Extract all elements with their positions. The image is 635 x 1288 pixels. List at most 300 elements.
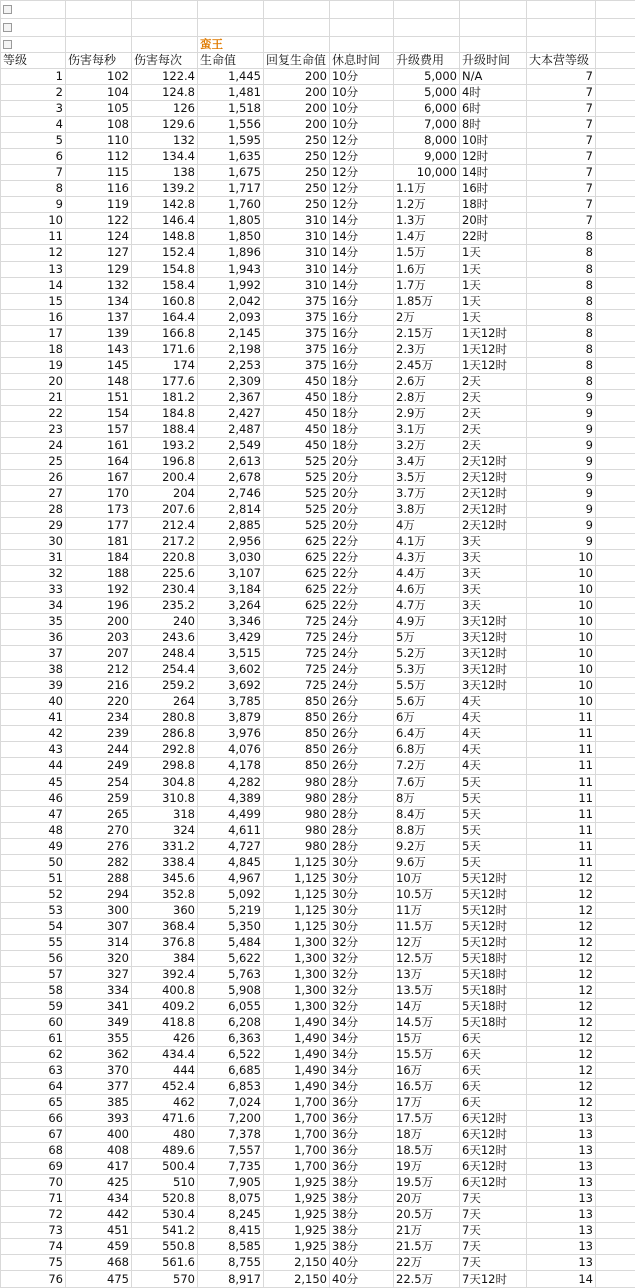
regen-cell[interactable]: 1,925 xyxy=(264,1191,330,1207)
hitpoints-cell[interactable]: 5,350 xyxy=(198,918,264,934)
damage-per-hit-cell[interactable]: 500.4 xyxy=(132,1159,198,1175)
level-cell[interactable]: 64 xyxy=(1,1079,66,1095)
dps-cell[interactable]: 212 xyxy=(66,662,132,678)
upgrade-time-cell[interactable]: 2天12时 xyxy=(460,453,527,469)
dps-cell[interactable]: 341 xyxy=(66,998,132,1014)
damage-per-hit-cell[interactable]: 452.4 xyxy=(132,1079,198,1095)
damage-per-hit-cell[interactable]: 164.4 xyxy=(132,309,198,325)
rest-time-cell[interactable]: 32分 xyxy=(330,934,394,950)
townhall-level-cell[interactable]: 8 xyxy=(527,229,596,245)
townhall-level-cell[interactable]: 10 xyxy=(527,582,596,598)
hitpoints-cell[interactable]: 2,746 xyxy=(198,485,264,501)
damage-per-hit-cell[interactable]: 212.4 xyxy=(132,518,198,534)
damage-per-hit-cell[interactable]: 235.2 xyxy=(132,598,198,614)
dps-cell[interactable]: 276 xyxy=(66,838,132,854)
upgrade-cost-cell[interactable]: 2.8万 xyxy=(394,389,460,405)
hitpoints-cell[interactable]: 4,727 xyxy=(198,838,264,854)
rest-time-cell[interactable]: 18分 xyxy=(330,437,394,453)
upgrade-cost-cell[interactable]: 9,000 xyxy=(394,149,460,165)
rest-time-cell[interactable]: 20分 xyxy=(330,518,394,534)
level-cell[interactable]: 8 xyxy=(1,181,66,197)
hitpoints-cell[interactable]: 4,499 xyxy=(198,806,264,822)
dps-cell[interactable]: 408 xyxy=(66,1143,132,1159)
upgrade-cost-cell[interactable]: 1.2万 xyxy=(394,197,460,213)
damage-per-hit-cell[interactable]: 134.4 xyxy=(132,149,198,165)
upgrade-cost-cell[interactable]: 5,000 xyxy=(394,85,460,101)
regen-cell[interactable]: 725 xyxy=(264,662,330,678)
rest-time-cell[interactable]: 38分 xyxy=(330,1223,394,1239)
damage-per-hit-cell[interactable]: 254.4 xyxy=(132,662,198,678)
regen-cell[interactable]: 525 xyxy=(264,485,330,501)
damage-per-hit-cell[interactable]: 318 xyxy=(132,806,198,822)
upgrade-time-cell[interactable]: 1天 xyxy=(460,293,527,309)
hitpoints-cell[interactable]: 2,093 xyxy=(198,309,264,325)
townhall-level-cell[interactable]: 13 xyxy=(527,1255,596,1271)
regen-cell[interactable]: 250 xyxy=(264,197,330,213)
upgrade-time-cell[interactable]: 6天12时 xyxy=(460,1175,527,1191)
level-cell[interactable]: 39 xyxy=(1,678,66,694)
dps-cell[interactable]: 282 xyxy=(66,854,132,870)
upgrade-cost-cell[interactable]: 1.1万 xyxy=(394,181,460,197)
rest-time-cell[interactable]: 28分 xyxy=(330,838,394,854)
rest-time-cell[interactable]: 28分 xyxy=(330,806,394,822)
townhall-level-cell[interactable]: 9 xyxy=(527,421,596,437)
townhall-level-cell[interactable]: 11 xyxy=(527,822,596,838)
townhall-level-cell[interactable]: 7 xyxy=(527,197,596,213)
regen-cell[interactable]: 1,925 xyxy=(264,1175,330,1191)
regen-cell[interactable]: 1,700 xyxy=(264,1127,330,1143)
rest-time-cell[interactable]: 38分 xyxy=(330,1239,394,1255)
regen-cell[interactable]: 980 xyxy=(264,806,330,822)
rest-time-cell[interactable]: 18分 xyxy=(330,421,394,437)
hitpoints-cell[interactable]: 2,678 xyxy=(198,469,264,485)
hitpoints-cell[interactable]: 1,717 xyxy=(198,181,264,197)
hitpoints-cell[interactable]: 3,030 xyxy=(198,550,264,566)
dps-cell[interactable]: 355 xyxy=(66,1031,132,1047)
regen-cell[interactable]: 200 xyxy=(264,101,330,117)
upgrade-cost-cell[interactable]: 10.5万 xyxy=(394,886,460,902)
damage-per-hit-cell[interactable]: 181.2 xyxy=(132,389,198,405)
regen-cell[interactable]: 1,925 xyxy=(264,1223,330,1239)
upgrade-cost-cell[interactable]: 10万 xyxy=(394,870,460,886)
damage-per-hit-cell[interactable]: 177.6 xyxy=(132,373,198,389)
rest-time-cell[interactable]: 12分 xyxy=(330,197,394,213)
upgrade-cost-cell[interactable]: 8,000 xyxy=(394,133,460,149)
damage-per-hit-cell[interactable]: 286.8 xyxy=(132,726,198,742)
damage-per-hit-cell[interactable]: 489.6 xyxy=(132,1143,198,1159)
upgrade-time-cell[interactable]: 6天12时 xyxy=(460,1159,527,1175)
regen-cell[interactable]: 250 xyxy=(264,181,330,197)
dps-cell[interactable]: 167 xyxy=(66,469,132,485)
upgrade-time-cell[interactable]: 6天 xyxy=(460,1047,527,1063)
regen-cell[interactable]: 375 xyxy=(264,341,330,357)
upgrade-time-cell[interactable]: 1天 xyxy=(460,261,527,277)
damage-per-hit-cell[interactable]: 298.8 xyxy=(132,758,198,774)
level-cell[interactable]: 44 xyxy=(1,758,66,774)
townhall-level-cell[interactable]: 11 xyxy=(527,710,596,726)
rest-time-cell[interactable]: 34分 xyxy=(330,1079,394,1095)
hitpoints-cell[interactable]: 4,845 xyxy=(198,854,264,870)
upgrade-cost-cell[interactable]: 21万 xyxy=(394,1223,460,1239)
regen-cell[interactable]: 450 xyxy=(264,405,330,421)
regen-cell[interactable]: 850 xyxy=(264,694,330,710)
dps-cell[interactable]: 181 xyxy=(66,534,132,550)
dps-cell[interactable]: 244 xyxy=(66,742,132,758)
level-cell[interactable]: 60 xyxy=(1,1014,66,1030)
rest-time-cell[interactable]: 36分 xyxy=(330,1111,394,1127)
upgrade-time-cell[interactable]: 6天12时 xyxy=(460,1111,527,1127)
hitpoints-cell[interactable]: 3,515 xyxy=(198,646,264,662)
upgrade-time-cell[interactable]: 3天12时 xyxy=(460,646,527,662)
dps-cell[interactable]: 200 xyxy=(66,614,132,630)
townhall-level-cell[interactable]: 11 xyxy=(527,806,596,822)
damage-per-hit-cell[interactable]: 304.8 xyxy=(132,774,198,790)
dps-cell[interactable]: 148 xyxy=(66,373,132,389)
townhall-level-cell[interactable]: 12 xyxy=(527,902,596,918)
townhall-level-cell[interactable]: 12 xyxy=(527,1079,596,1095)
level-cell[interactable]: 31 xyxy=(1,550,66,566)
damage-per-hit-cell[interactable]: 207.6 xyxy=(132,501,198,517)
hitpoints-cell[interactable]: 4,611 xyxy=(198,822,264,838)
regen-cell[interactable]: 1,125 xyxy=(264,902,330,918)
dps-cell[interactable]: 119 xyxy=(66,197,132,213)
rest-time-cell[interactable]: 24分 xyxy=(330,678,394,694)
regen-cell[interactable]: 310 xyxy=(264,245,330,261)
level-cell[interactable]: 28 xyxy=(1,501,66,517)
level-cell[interactable]: 35 xyxy=(1,614,66,630)
dps-cell[interactable]: 151 xyxy=(66,389,132,405)
regen-cell[interactable]: 1,490 xyxy=(264,1047,330,1063)
level-cell[interactable]: 34 xyxy=(1,598,66,614)
upgrade-cost-cell[interactable]: 2.3万 xyxy=(394,341,460,357)
level-cell[interactable]: 38 xyxy=(1,662,66,678)
rest-time-cell[interactable]: 36分 xyxy=(330,1127,394,1143)
townhall-level-cell[interactable]: 10 xyxy=(527,630,596,646)
hitpoints-cell[interactable]: 2,613 xyxy=(198,453,264,469)
townhall-level-cell[interactable]: 11 xyxy=(527,774,596,790)
regen-cell[interactable]: 450 xyxy=(264,437,330,453)
dps-cell[interactable]: 314 xyxy=(66,934,132,950)
rest-time-cell[interactable]: 28分 xyxy=(330,822,394,838)
rest-time-cell[interactable]: 18分 xyxy=(330,373,394,389)
damage-per-hit-cell[interactable]: 188.4 xyxy=(132,421,198,437)
upgrade-cost-cell[interactable]: 4.7万 xyxy=(394,598,460,614)
level-cell[interactable]: 30 xyxy=(1,534,66,550)
damage-per-hit-cell[interactable]: 570 xyxy=(132,1271,198,1288)
regen-cell[interactable]: 850 xyxy=(264,726,330,742)
rest-time-cell[interactable]: 14分 xyxy=(330,213,394,229)
dps-cell[interactable]: 459 xyxy=(66,1239,132,1255)
upgrade-time-cell[interactable]: 5天12时 xyxy=(460,934,527,950)
hitpoints-cell[interactable]: 3,346 xyxy=(198,614,264,630)
townhall-level-cell[interactable]: 8 xyxy=(527,245,596,261)
rest-time-cell[interactable]: 30分 xyxy=(330,854,394,870)
dps-cell[interactable]: 170 xyxy=(66,485,132,501)
rest-time-cell[interactable]: 26分 xyxy=(330,710,394,726)
rest-time-cell[interactable]: 14分 xyxy=(330,261,394,277)
regen-cell[interactable]: 310 xyxy=(264,213,330,229)
upgrade-time-cell[interactable]: 6天12时 xyxy=(460,1127,527,1143)
rest-time-cell[interactable]: 18分 xyxy=(330,405,394,421)
upgrade-time-cell[interactable]: 2天 xyxy=(460,405,527,421)
damage-per-hit-cell[interactable]: 122.4 xyxy=(132,69,198,85)
rest-time-cell[interactable]: 12分 xyxy=(330,133,394,149)
upgrade-cost-cell[interactable]: 2.6万 xyxy=(394,373,460,389)
hitpoints-cell[interactable]: 2,427 xyxy=(198,405,264,421)
upgrade-cost-cell[interactable]: 5万 xyxy=(394,630,460,646)
damage-per-hit-cell[interactable]: 550.8 xyxy=(132,1239,198,1255)
rest-time-cell[interactable]: 10分 xyxy=(330,101,394,117)
dps-cell[interactable]: 370 xyxy=(66,1063,132,1079)
upgrade-cost-cell[interactable]: 2.9万 xyxy=(394,405,460,421)
damage-per-hit-cell[interactable]: 471.6 xyxy=(132,1111,198,1127)
hitpoints-cell[interactable]: 4,178 xyxy=(198,758,264,774)
dps-cell[interactable]: 143 xyxy=(66,341,132,357)
dps-cell[interactable]: 207 xyxy=(66,646,132,662)
townhall-level-cell[interactable]: 9 xyxy=(527,501,596,517)
damage-per-hit-cell[interactable]: 166.8 xyxy=(132,325,198,341)
upgrade-time-cell[interactable]: 2天 xyxy=(460,421,527,437)
upgrade-time-cell[interactable]: 22时 xyxy=(460,229,527,245)
level-cell[interactable]: 40 xyxy=(1,694,66,710)
townhall-level-cell[interactable]: 12 xyxy=(527,934,596,950)
damage-per-hit-cell[interactable]: 220.8 xyxy=(132,550,198,566)
dps-cell[interactable]: 164 xyxy=(66,453,132,469)
level-cell[interactable]: 32 xyxy=(1,566,66,582)
regen-cell[interactable]: 850 xyxy=(264,742,330,758)
upgrade-cost-cell[interactable]: 7.6万 xyxy=(394,774,460,790)
upgrade-cost-cell[interactable]: 3.5万 xyxy=(394,469,460,485)
upgrade-cost-cell[interactable]: 4.6万 xyxy=(394,582,460,598)
column-header[interactable]: 升级费用 xyxy=(394,53,460,69)
level-cell[interactable]: 21 xyxy=(1,389,66,405)
townhall-level-cell[interactable]: 8 xyxy=(527,277,596,293)
regen-cell[interactable]: 1,300 xyxy=(264,998,330,1014)
upgrade-cost-cell[interactable]: 4.4万 xyxy=(394,566,460,582)
upgrade-cost-cell[interactable]: 9.2万 xyxy=(394,838,460,854)
upgrade-cost-cell[interactable]: 6.4万 xyxy=(394,726,460,742)
regen-cell[interactable]: 1,700 xyxy=(264,1159,330,1175)
level-cell[interactable]: 33 xyxy=(1,582,66,598)
dps-cell[interactable]: 270 xyxy=(66,822,132,838)
damage-per-hit-cell[interactable]: 240 xyxy=(132,614,198,630)
dps-cell[interactable]: 307 xyxy=(66,918,132,934)
dps-cell[interactable]: 196 xyxy=(66,598,132,614)
damage-per-hit-cell[interactable]: 174 xyxy=(132,357,198,373)
hitpoints-cell[interactable]: 3,602 xyxy=(198,662,264,678)
hitpoints-cell[interactable]: 5,092 xyxy=(198,886,264,902)
regen-cell[interactable]: 1,490 xyxy=(264,1063,330,1079)
townhall-level-cell[interactable]: 9 xyxy=(527,453,596,469)
level-cell[interactable]: 62 xyxy=(1,1047,66,1063)
upgrade-cost-cell[interactable]: 8万 xyxy=(394,790,460,806)
regen-cell[interactable]: 2,150 xyxy=(264,1271,330,1288)
level-cell[interactable]: 53 xyxy=(1,902,66,918)
damage-per-hit-cell[interactable]: 324 xyxy=(132,822,198,838)
dps-cell[interactable]: 442 xyxy=(66,1207,132,1223)
upgrade-time-cell[interactable]: 20时 xyxy=(460,213,527,229)
level-cell[interactable]: 4 xyxy=(1,117,66,133)
embedded-image-icon[interactable] xyxy=(1,19,66,37)
upgrade-time-cell[interactable]: 1天 xyxy=(460,245,527,261)
column-header[interactable]: 等级 xyxy=(1,53,66,69)
townhall-level-cell[interactable]: 7 xyxy=(527,133,596,149)
upgrade-cost-cell[interactable]: 10,000 xyxy=(394,165,460,181)
level-cell[interactable]: 49 xyxy=(1,838,66,854)
upgrade-cost-cell[interactable]: 1.7万 xyxy=(394,277,460,293)
hitpoints-cell[interactable]: 8,075 xyxy=(198,1191,264,1207)
hitpoints-cell[interactable]: 8,585 xyxy=(198,1239,264,1255)
upgrade-time-cell[interactable]: 6天12时 xyxy=(460,1143,527,1159)
damage-per-hit-cell[interactable]: 444 xyxy=(132,1063,198,1079)
damage-per-hit-cell[interactable]: 139.2 xyxy=(132,181,198,197)
hitpoints-cell[interactable]: 1,635 xyxy=(198,149,264,165)
rest-time-cell[interactable]: 26分 xyxy=(330,742,394,758)
upgrade-time-cell[interactable]: 3天12时 xyxy=(460,630,527,646)
upgrade-cost-cell[interactable]: 3.2万 xyxy=(394,437,460,453)
hitpoints-cell[interactable]: 1,760 xyxy=(198,197,264,213)
dps-cell[interactable]: 434 xyxy=(66,1191,132,1207)
damage-per-hit-cell[interactable]: 184.8 xyxy=(132,405,198,421)
level-cell[interactable]: 23 xyxy=(1,421,66,437)
townhall-level-cell[interactable]: 12 xyxy=(527,1047,596,1063)
upgrade-time-cell[interactable]: 5天 xyxy=(460,822,527,838)
level-cell[interactable]: 16 xyxy=(1,309,66,325)
regen-cell[interactable]: 375 xyxy=(264,325,330,341)
rest-time-cell[interactable]: 20分 xyxy=(330,469,394,485)
rest-time-cell[interactable]: 18分 xyxy=(330,389,394,405)
townhall-level-cell[interactable]: 11 xyxy=(527,838,596,854)
level-cell[interactable]: 2 xyxy=(1,85,66,101)
upgrade-cost-cell[interactable]: 3.1万 xyxy=(394,421,460,437)
regen-cell[interactable]: 1,300 xyxy=(264,966,330,982)
dps-cell[interactable]: 327 xyxy=(66,966,132,982)
townhall-level-cell[interactable]: 8 xyxy=(527,325,596,341)
column-header[interactable]: 大本营等级 xyxy=(527,53,596,69)
rest-time-cell[interactable]: 36分 xyxy=(330,1095,394,1111)
upgrade-cost-cell[interactable]: 6万 xyxy=(394,710,460,726)
hitpoints-cell[interactable]: 2,253 xyxy=(198,357,264,373)
upgrade-cost-cell[interactable]: 5.2万 xyxy=(394,646,460,662)
townhall-level-cell[interactable]: 12 xyxy=(527,950,596,966)
townhall-level-cell[interactable]: 10 xyxy=(527,694,596,710)
townhall-level-cell[interactable]: 7 xyxy=(527,213,596,229)
upgrade-cost-cell[interactable]: 19.5万 xyxy=(394,1175,460,1191)
upgrade-time-cell[interactable]: 2天12时 xyxy=(460,469,527,485)
rest-time-cell[interactable]: 34分 xyxy=(330,1014,394,1030)
upgrade-cost-cell[interactable]: 18万 xyxy=(394,1127,460,1143)
damage-per-hit-cell[interactable]: 171.6 xyxy=(132,341,198,357)
dps-cell[interactable]: 173 xyxy=(66,501,132,517)
townhall-level-cell[interactable]: 9 xyxy=(527,405,596,421)
hitpoints-cell[interactable]: 1,850 xyxy=(198,229,264,245)
townhall-level-cell[interactable]: 13 xyxy=(527,1191,596,1207)
dps-cell[interactable]: 393 xyxy=(66,1111,132,1127)
level-cell[interactable]: 71 xyxy=(1,1191,66,1207)
townhall-level-cell[interactable]: 12 xyxy=(527,918,596,934)
rest-time-cell[interactable]: 28分 xyxy=(330,790,394,806)
dps-cell[interactable]: 334 xyxy=(66,982,132,998)
townhall-level-cell[interactable]: 7 xyxy=(527,85,596,101)
damage-per-hit-cell[interactable]: 160.8 xyxy=(132,293,198,309)
damage-per-hit-cell[interactable]: 148.8 xyxy=(132,229,198,245)
level-cell[interactable]: 22 xyxy=(1,405,66,421)
upgrade-cost-cell[interactable]: 4.3万 xyxy=(394,550,460,566)
rest-time-cell[interactable]: 24分 xyxy=(330,646,394,662)
dps-cell[interactable]: 234 xyxy=(66,710,132,726)
level-cell[interactable]: 29 xyxy=(1,518,66,534)
dps-cell[interactable]: 320 xyxy=(66,950,132,966)
dps-cell[interactable]: 265 xyxy=(66,806,132,822)
rest-time-cell[interactable]: 40分 xyxy=(330,1255,394,1271)
regen-cell[interactable]: 450 xyxy=(264,389,330,405)
hitpoints-cell[interactable]: 2,198 xyxy=(198,341,264,357)
rest-time-cell[interactable]: 12分 xyxy=(330,149,394,165)
level-cell[interactable]: 17 xyxy=(1,325,66,341)
hitpoints-cell[interactable]: 1,481 xyxy=(198,85,264,101)
regen-cell[interactable]: 1,700 xyxy=(264,1111,330,1127)
hitpoints-cell[interactable]: 4,076 xyxy=(198,742,264,758)
townhall-level-cell[interactable]: 14 xyxy=(527,1271,596,1288)
townhall-level-cell[interactable]: 10 xyxy=(527,550,596,566)
townhall-level-cell[interactable]: 10 xyxy=(527,566,596,582)
hitpoints-cell[interactable]: 8,245 xyxy=(198,1207,264,1223)
upgrade-time-cell[interactable]: 6天 xyxy=(460,1095,527,1111)
hitpoints-cell[interactable]: 7,200 xyxy=(198,1111,264,1127)
dps-cell[interactable]: 134 xyxy=(66,293,132,309)
level-cell[interactable]: 50 xyxy=(1,854,66,870)
level-cell[interactable]: 45 xyxy=(1,774,66,790)
upgrade-time-cell[interactable]: 6天 xyxy=(460,1079,527,1095)
townhall-level-cell[interactable]: 13 xyxy=(527,1159,596,1175)
dps-cell[interactable]: 177 xyxy=(66,518,132,534)
column-header[interactable]: 伤害每秒 xyxy=(66,53,132,69)
column-header[interactable]: 伤害每次 xyxy=(132,53,198,69)
hitpoints-cell[interactable]: 4,389 xyxy=(198,790,264,806)
rest-time-cell[interactable]: 28分 xyxy=(330,774,394,790)
damage-per-hit-cell[interactable]: 520.8 xyxy=(132,1191,198,1207)
hitpoints-cell[interactable]: 2,487 xyxy=(198,421,264,437)
damage-per-hit-cell[interactable]: 331.2 xyxy=(132,838,198,854)
level-cell[interactable]: 12 xyxy=(1,245,66,261)
damage-per-hit-cell[interactable]: 434.4 xyxy=(132,1047,198,1063)
regen-cell[interactable]: 1,300 xyxy=(264,950,330,966)
damage-per-hit-cell[interactable]: 480 xyxy=(132,1127,198,1143)
hitpoints-cell[interactable]: 3,692 xyxy=(198,678,264,694)
townhall-level-cell[interactable]: 10 xyxy=(527,678,596,694)
upgrade-time-cell[interactable]: 7天 xyxy=(460,1191,527,1207)
upgrade-cost-cell[interactable]: 15.5万 xyxy=(394,1047,460,1063)
level-cell[interactable]: 19 xyxy=(1,357,66,373)
hitpoints-cell[interactable]: 1,675 xyxy=(198,165,264,181)
rest-time-cell[interactable]: 22分 xyxy=(330,566,394,582)
level-cell[interactable]: 70 xyxy=(1,1175,66,1191)
level-cell[interactable]: 72 xyxy=(1,1207,66,1223)
upgrade-time-cell[interactable]: 1天 xyxy=(460,309,527,325)
rest-time-cell[interactable]: 32分 xyxy=(330,998,394,1014)
embedded-image-icon[interactable] xyxy=(1,1,66,19)
upgrade-time-cell[interactable]: 7天 xyxy=(460,1223,527,1239)
rest-time-cell[interactable]: 22分 xyxy=(330,582,394,598)
damage-per-hit-cell[interactable]: 264 xyxy=(132,694,198,710)
level-cell[interactable]: 55 xyxy=(1,934,66,950)
rest-time-cell[interactable]: 26分 xyxy=(330,726,394,742)
dps-cell[interactable]: 451 xyxy=(66,1223,132,1239)
level-cell[interactable]: 57 xyxy=(1,966,66,982)
upgrade-cost-cell[interactable]: 5,000 xyxy=(394,69,460,85)
townhall-level-cell[interactable]: 7 xyxy=(527,165,596,181)
townhall-level-cell[interactable]: 12 xyxy=(527,1063,596,1079)
